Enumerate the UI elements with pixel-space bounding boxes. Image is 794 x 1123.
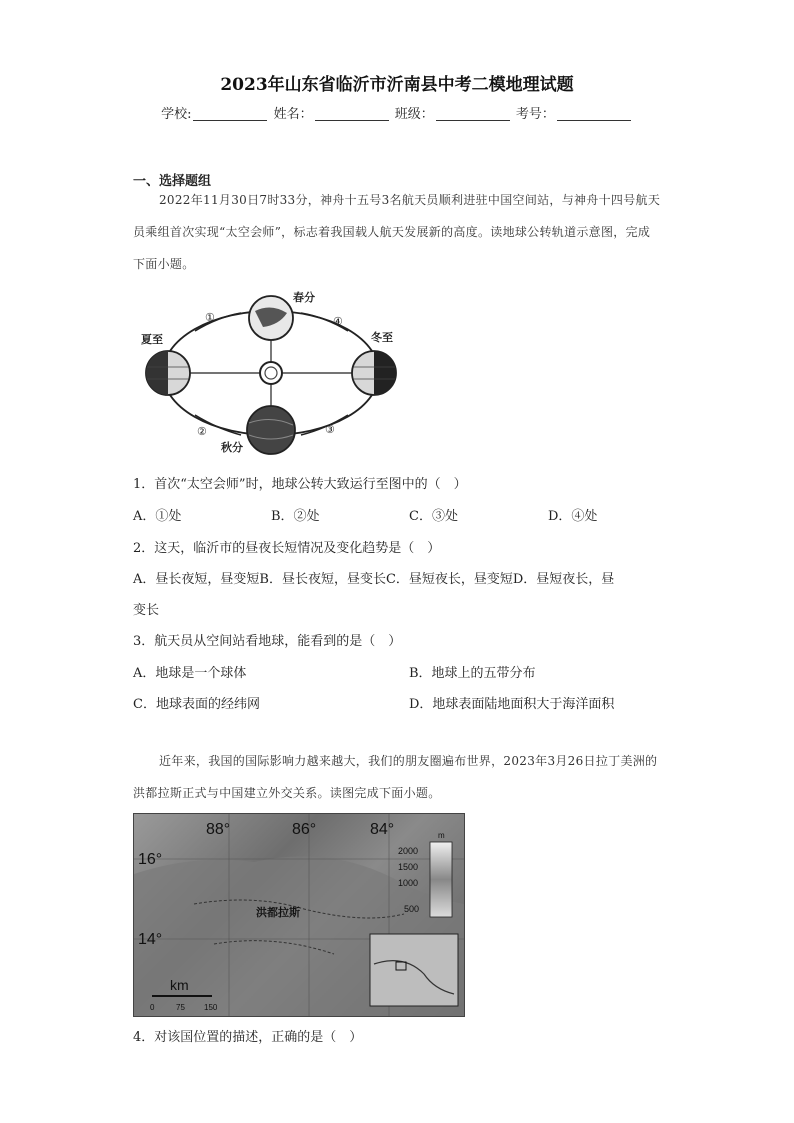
q1-option-b[interactable]: B．②处 [271,509,320,524]
scale-150: 150 [204,1003,218,1012]
q3-option-c[interactable]: C．地球表面的经纬网 [133,697,260,712]
q1-option-c[interactable]: C．③处 [409,509,458,524]
elevation-2000: 2000 [398,846,419,856]
q2-options-line-2[interactable]: 变长 [133,603,160,618]
longitude-86: 86° [292,821,317,838]
name-label: 姓名： [273,107,313,122]
q1-option-d[interactable]: D．④处 [548,509,598,524]
marker-2: ② [197,425,207,438]
orbit-diagram [133,283,413,458]
page-title: 2023年山东省临沂市沂南县中考二模地理试题 [220,75,574,95]
question-3: 3．航天员从空间站看地球，能看到的是（ ） [133,634,402,649]
longitude-84: 84° [370,821,395,838]
elevation-unit: m [438,831,445,840]
label-autumn-equinox: 秋分 [221,441,243,454]
honduras-map [133,813,465,1017]
scale-75: 75 [176,1003,185,1012]
q3-option-a[interactable]: A．地球是一个球体 [133,666,247,681]
number-label: 考号： [515,107,555,122]
q3-option-b[interactable]: B．地球上的五带分布 [409,666,536,681]
name-blank[interactable] [315,108,389,121]
sun-icon [260,362,282,384]
country-label: 洪都拉斯 [256,906,300,919]
q2-options-line[interactable]: A．昼长夜短，昼变短B．昼长夜短，昼变长C．昼短夜长，昼变短D．昼短夜长，昼 [133,572,615,587]
passage-1: 2022年11月30日7时33分，神舟十五号3名航天员顺利进驻中国空间站，与神舟十四号航天员乘组首次实现“太空会师”，标志着我国载人航天发展新的高度。读地球公转轨道示意图，完成下面小题。 [133,193,661,271]
marker-1: ① [205,311,215,324]
elevation-1500: 1500 [398,862,419,872]
passage-2: 近年来，我国的国际影响力越来越大，我们的朋友圈遍布世界，2023年3月26日拉丁美洲的洪都拉斯正式与中国建立外交关系。读图完成下面小题。 [133,754,658,800]
marker-3: ③ [325,423,335,436]
elevation-1000: 1000 [398,878,419,888]
label-summer-solstice: 夏至 [141,333,163,346]
scale-0: 0 [150,1003,155,1012]
marker-4: ④ [333,315,343,328]
elevation-legend [430,842,452,917]
class-label: 班级： [394,107,434,122]
q1-option-a[interactable]: A．①处 [133,509,182,524]
latitude-16: 16° [138,851,163,868]
question-2: 2．这天，临沂市的昼夜长短情况及变化趋势是（ ） [133,541,441,556]
student-info-line [0,103,794,122]
scale-unit: km [170,977,189,993]
school-blank[interactable] [193,108,267,121]
orbit-arrow-1 [195,313,241,331]
question-4: 4．对该国位置的描述，正确的是（ ） [133,1030,363,1045]
globe-autumn-equinox-icon [247,406,295,454]
label-spring-equinox: 春分 [293,291,315,304]
latitude-14: 14° [138,931,163,948]
class-blank[interactable] [436,108,510,121]
label-winter-solstice: 冬至 [371,331,393,344]
longitude-88: 88° [206,821,231,838]
elevation-500: 500 [404,904,420,914]
question-1: 1．首次“太空会师”时，地球公转大致运行至图中的（ ） [133,477,467,492]
school-label: 学校: [161,107,192,122]
q3-option-d[interactable]: D．地球表面陆地面积大于海洋面积 [409,697,615,712]
section-heading: 一、选择题组 [133,174,212,189]
inset-map [370,934,458,1006]
number-blank[interactable] [557,108,631,121]
